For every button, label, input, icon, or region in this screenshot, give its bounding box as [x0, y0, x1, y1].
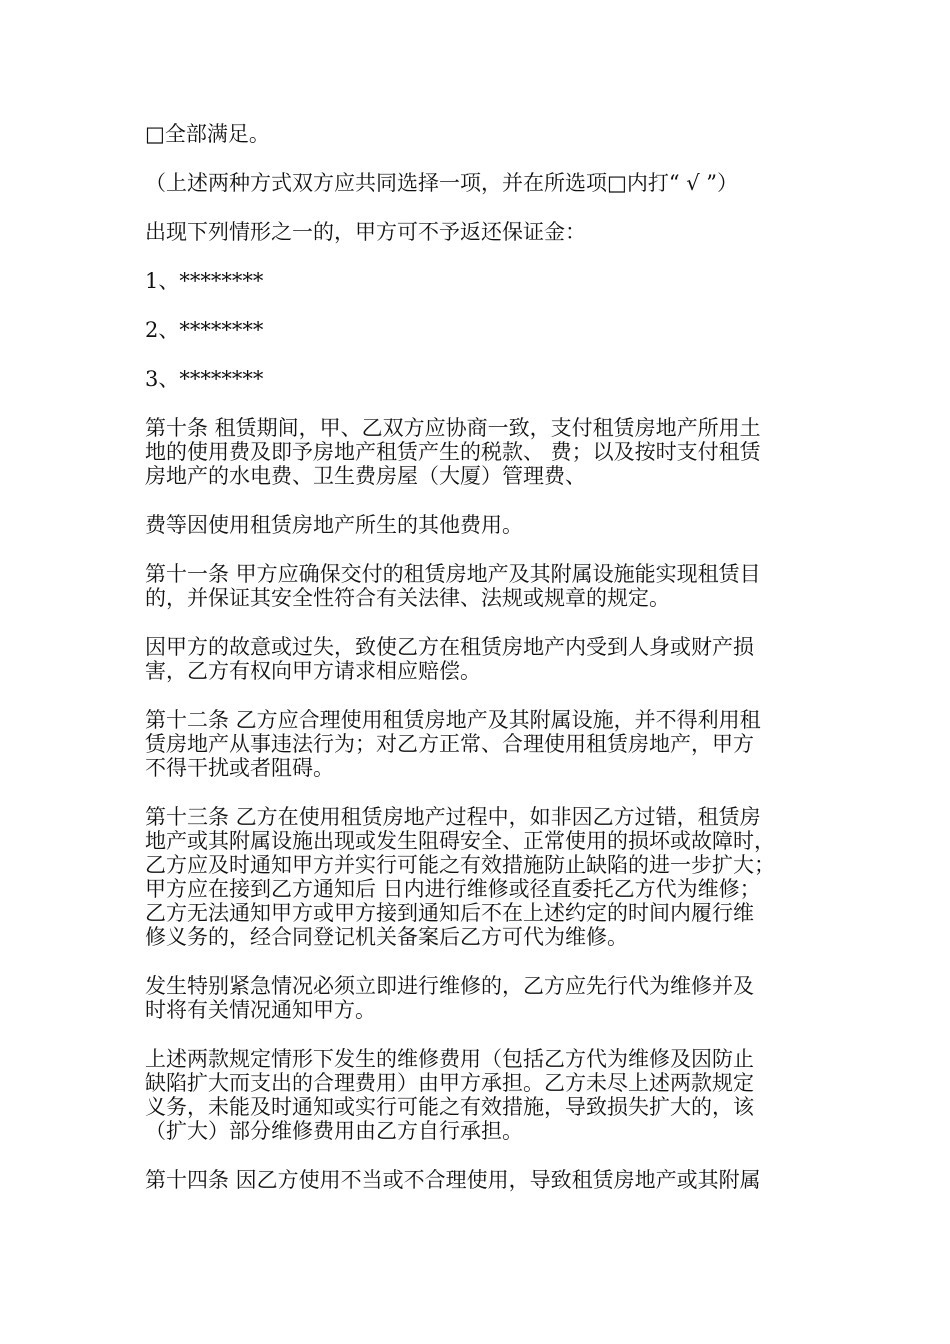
- text-line: 害，乙方有权向甲方请求相应赔偿。: [145, 659, 481, 683]
- text-line: （扩大）部分维修费用由乙方自行承担。: [145, 1119, 523, 1143]
- text-line: 修义务的，经合同登记机关备案后乙方可代为维修。: [145, 925, 628, 949]
- paragraph-option-all-satisfied: [145, 122, 810, 146]
- text-line: 地的使用费及即予房地产租赁产生的税款、 费；以及按时支付租赁: [145, 440, 761, 464]
- paragraph-selection-note: [145, 171, 810, 195]
- text-line: 出现下列情形之一的，甲方可不予返还保证金：: [145, 220, 586, 244]
- list-item-3: [145, 367, 810, 391]
- article-10: [145, 416, 810, 488]
- list-item-1: [145, 269, 810, 293]
- text-line: 第十一条 甲方应确保交付的租赁房地产及其附属设施能实现租赁目: [145, 562, 761, 586]
- text-line: 乙方应及时通知甲方并实行可能之有效措施防止缺陷的进一步扩大；: [145, 853, 775, 877]
- text-line: （上述两种方式双方应共同选择一项，并在所选项□内打“ √ ”）: [145, 171, 739, 195]
- text-line: 上述两款规定情形下发生的维修费用（包括乙方代为维修及因防止: [145, 1047, 754, 1071]
- text-line: 发生特别紧急情况必须立即进行维修的，乙方应先行代为维修并及: [145, 974, 754, 998]
- text-line: 第十二条 乙方应合理使用租赁房地产及其附属设施，并不得利用租: [145, 708, 761, 732]
- paragraph-deposit-conditions: [145, 220, 810, 244]
- list-item-2: [145, 318, 810, 342]
- article-13: [145, 805, 810, 949]
- article-10-continued: [145, 513, 810, 537]
- text-line: 因甲方的故意或过失，致使乙方在租赁房地产内受到人身或财产损: [145, 635, 754, 659]
- text-line: 1、********: [145, 269, 264, 293]
- text-line: 地产或其附属设施出现或发生阻碍安全、正常使用的损坏或故障时，: [145, 829, 775, 853]
- article-11: [145, 562, 810, 610]
- text-line: 乙方无法通知甲方或甲方接到通知后不在上述约定的时间内履行维: [145, 901, 754, 925]
- text-line: 不得干扰或者阻碍。: [145, 756, 334, 780]
- text-line: 3、********: [145, 367, 264, 391]
- text-line: 的，并保证其安全性符合有关法律、法规或规章的规定。: [145, 586, 670, 610]
- text-line: 第十三条 乙方在使用租赁房地产过程中，如非因乙方过错，租赁房: [145, 805, 761, 829]
- text-line: 义务，未能及时通知或实行可能之有效措施，导致损失扩大的，该: [145, 1095, 754, 1119]
- article-13-emergency: [145, 974, 810, 1022]
- text-line: 2、********: [145, 318, 264, 342]
- article-12: [145, 708, 810, 780]
- article-11-compensation: [145, 635, 810, 683]
- article-13-repair-costs: [145, 1047, 810, 1143]
- text-line: □全部满足。: [145, 122, 270, 146]
- article-14: [145, 1168, 810, 1192]
- document-body: [145, 122, 810, 1217]
- text-line: 费等因使用租赁房地产所生的其他费用。: [145, 513, 523, 537]
- text-line: 第十条 租赁期间，甲、乙双方应协商一致，支付租赁房地产所用土: [145, 416, 761, 440]
- text-line: 缺陷扩大而支出的合理费用）由甲方承担。乙方未尽上述两款规定: [145, 1071, 754, 1095]
- text-line: 时将有关情况通知甲方。: [145, 998, 376, 1022]
- text-line: 甲方应在接到乙方通知后 日内进行维修或径直委托乙方代为维修；: [145, 877, 761, 901]
- text-line: 赁房地产从事违法行为；对乙方正常、合理使用租赁房地产，甲方: [145, 732, 754, 756]
- text-line: 第十四条 因乙方使用不当或不合理使用，导致租赁房地产或其附属: [145, 1168, 761, 1192]
- text-line: 房地产的水电费、卫生费房屋（大厦）管理费、: [145, 464, 586, 488]
